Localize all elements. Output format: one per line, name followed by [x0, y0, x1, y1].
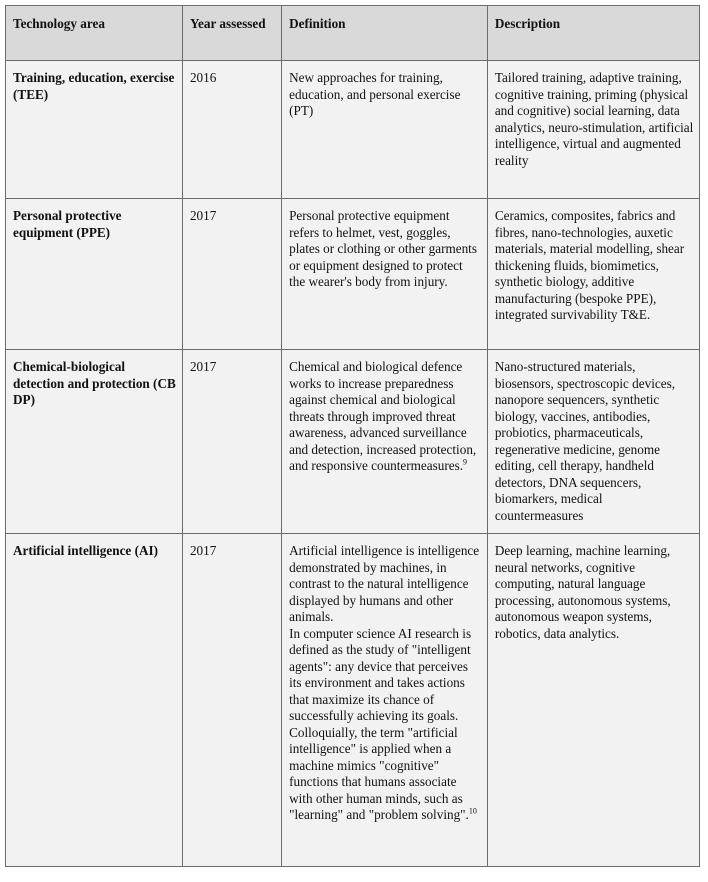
year-cell: 2017 — [182, 350, 281, 534]
table-header — [6, 6, 700, 61]
definition-paragraph: In computer science AI research is defined as the study of "intelligent agents": any device that perceives its environment and takes actions that maximize its chance of successfully achieving its goals. — [289, 625, 472, 723]
description-cell: Ceramics, composites, fabrics and fibres, nano-technologies, auxetic materials, material modelling, shear thickening fluids, biomimetics, synthetic biology, additive manufacturing (bespoke PPE), integrated survivability T&E. — [487, 199, 699, 350]
header-row — [6, 6, 700, 61]
definition-cell — [282, 350, 488, 534]
definition-paragraph: Artificial intelligence is intelligence demonstrated by machines, in contrast to the natural intelligence displayed by humans and other animals. — [289, 543, 480, 624]
year-cell: 2017 — [182, 199, 281, 350]
technology-area-cell: Artificial intelligence (AI) — [6, 534, 183, 867]
definition-text: Chemical and biological defence works to increase preparedness against chemical and biological threats through improved threat awareness, advanced surveillance and detection, increased protection, and responsive countermeasures. — [289, 359, 477, 473]
definition-cell: Personal protective equipment refers to helmet, vest, goggles, plates or clothing or other garments or equipment designed to protect the wearer's body from injury. — [282, 199, 488, 350]
definition-cell — [282, 534, 488, 867]
technology-area-cell: Training, education, exercise (TEE) — [6, 61, 183, 199]
footnote-marker: 9 — [463, 457, 468, 467]
definition-text: Colloquially, the term "artificial intelligence" is applied when a machine mimics "cognitive" functions that humans associate with other human minds, such as "learning" and "problem solving". — [289, 724, 469, 822]
header-definition: Definition — [282, 6, 488, 61]
table-row — [6, 534, 700, 867]
technology-area-cell: Personal protective equipment (PPE) — [6, 199, 183, 350]
definition-cell: New approaches for training, education, and personal exercise (PT) — [282, 61, 488, 199]
header-year-assessed: Year assessed — [182, 6, 281, 61]
year-cell: 2016 — [182, 61, 281, 199]
header-description: Description — [487, 6, 699, 61]
footnote-marker: 10 — [468, 806, 477, 816]
table-row — [6, 199, 700, 350]
header-technology-area: Technology area — [6, 6, 183, 61]
description-cell: Nano-structured materials, biosensors, spectroscopic devices, nanopore sequencers, synthetic biology, vaccines, antibodies, probiotics, pharmaceuticals, regenerative medicine, genome editing, cell therapy, handheld detectors, DNA sequencers, biomarkers, medical countermeasures — [487, 350, 699, 534]
definition-paragraph — [289, 725, 482, 824]
technology-areas-table — [5, 5, 700, 867]
table-row — [6, 350, 700, 534]
description-cell: Deep learning, machine learning, neural networks, cognitive computing, natural language processing, autonomous systems, autonomous weapon systems, robotics, data analytics. — [487, 534, 699, 867]
table-row — [6, 61, 700, 199]
technology-area-cell: Chemical-biological detection and protection (CB DP) — [6, 350, 183, 534]
year-cell: 2017 — [182, 534, 281, 867]
table-body — [6, 61, 700, 867]
description-cell: Tailored training, adaptive training, cognitive training, priming (physical and cognitive) social learning, data analytics, neuro-stimulation, artificial intelligence, virtual and augmented reality — [487, 61, 699, 199]
